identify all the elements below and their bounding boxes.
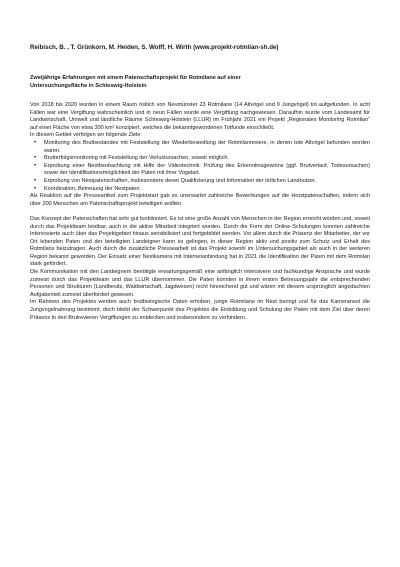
goals-intro: In diesem Gebiet verfolgen wir folgende Ziele: — [30, 132, 142, 139]
project-data-paragraph: Im Rahmen des Projektes werden auch brutbiologische Daten erhoben, junge Rotmilane im Nest beringt und für das Kameranest die Jungvogelnahrung bestimmt, doch bleibt der Schwerpunkt des Projektes die Einbildung und Schulung der Paten mit dem Ziel über deren Präsenz in den Brutrevieren Vergiftungen zu entdecken und insbesondere zu verhindern. — [30, 299, 370, 321]
concept-paragraph: Das Konzept der Patenschaften hat sehr gut funktioniert. Es ist eine große Anzahl von Menschen in der Region erreicht worden und, soweit durch das Projektteam leistbar, auch in die aktive Mitarbeit integriert worden. Durch die Form der Online-Schulungen konnten zahlreiche Interessierte auch über das Projektgebiet hinaus sensibilisiert und fortgebildet werden. Vor allem durch die Präsenz der Mitarbeiter, der vor Ort lebenden Paten und der beteiligten Landeigner kann es gelingen, in dieser Region aktiv und positiv zum Schutz und Erhalt des Rotmilans beizutragen. Auch durch die zusätzliche Pressearbeit ist das Projekt sowohl im Untersuchungsgebiet als auch in der weiteren Region bekannt geworden. Der Einsatz einer Nestkamera mit Internetanbindung hat in 2021 die Identifikation der Paten mit dem Rotmilan stark gefördert. — [30, 215, 370, 268]
goals-list — [30, 140, 370, 193]
goal-item: • Brutterfolgsmonitoring mit Feststellung der Verlustursachen, soweit möglich. — [44, 155, 370, 163]
goal-item: • Monitoring des Brutbestandes mit Feststellung der Wiederbesiedlung der Rotmilanreviere, in denen tote Altvögel befunden worden waren. — [44, 140, 370, 155]
author-line: Reibisch, B. , T. Grünkorn, M. Heiden, S. Wolff, H. Wirth (www.projekt-rotmilan-sh.de) — [30, 44, 279, 51]
intro-paragraph: Von 2018 bis 2020 wurden in einem Raum östlich von Neumünster 23 Rotmilane (14 Altvögel und 9 Jungvögel) tot aufgefunden. In acht Fällen war eine Vergiftung wahrscheinlich und in neun Fällen wurde eine Vergiftung nachgewiesen. Daraufhin wurde vom Landesamt für Landwirtschaft, Umwelt und ländliche Räume Schleswig-Holstein (LLUR) im Frühjahr 2021 ein Projekt „Regionales Monitoring Rotmilan“ auf einer Fläche von etwa 300 km² konzipiert, welches die bekanntgewordenen Totfunde einschließt. — [30, 102, 370, 131]
paragraph-gap — [30, 208, 370, 216]
title-line-2: Untersuchungsfläche in Schleswig-Holstein — [30, 83, 147, 89]
goal-item: • Erprobung von Nestpatenschaften, insbesondere deren Qualifizierung und Information der örtlichen Landnutzer. — [44, 178, 370, 186]
press-paragraph: Als Reaktion auf die Presseartikel zum Projektstart gab es unerwartet zahlreiche Bewerbungen auf die Horstpatenschaften, indem sich über 200 Menschen am Patenschaftsprojekt beteiligen wollten. — [30, 193, 370, 207]
article-title — [30, 74, 370, 90]
goal-item: • Koordination, Betreuung der Nestpaten. — [44, 186, 370, 194]
goal-item: • Erprobung einer Nestbeobachtung mit Hilfe der Videotechnik: Prüfung des Erkenntnisgewinns (ggf. Brutverlauf, Todesursachen) sowie der Identifikationsmöglichkeit der Paten mit ihrer Vogelart. — [44, 163, 370, 178]
title-line-1: Zweijährige Erfahrungen mit einem Patenschaftsprojekt für Rotmilane auf einer — [30, 75, 241, 81]
communication-paragraph: Die Kommunikation mit den Landeignern benötigte erwartungsgemäß eine anfänglich intensivere und fachkundige Ansprache und wurde zumeist durch das Projektteam und das LLUR übernommen. Die Paten konnten in ihrem ersten Betreuungsjahr die entsprechenden Personen und Strukturen (Landbesitz, Waldwirtschaft, Jagdwesen) nicht hinreichend gut und wären mit diesem ursprünglich angedachten Aufgabenteil zumeist überfordert gewesen. — [30, 269, 370, 298]
